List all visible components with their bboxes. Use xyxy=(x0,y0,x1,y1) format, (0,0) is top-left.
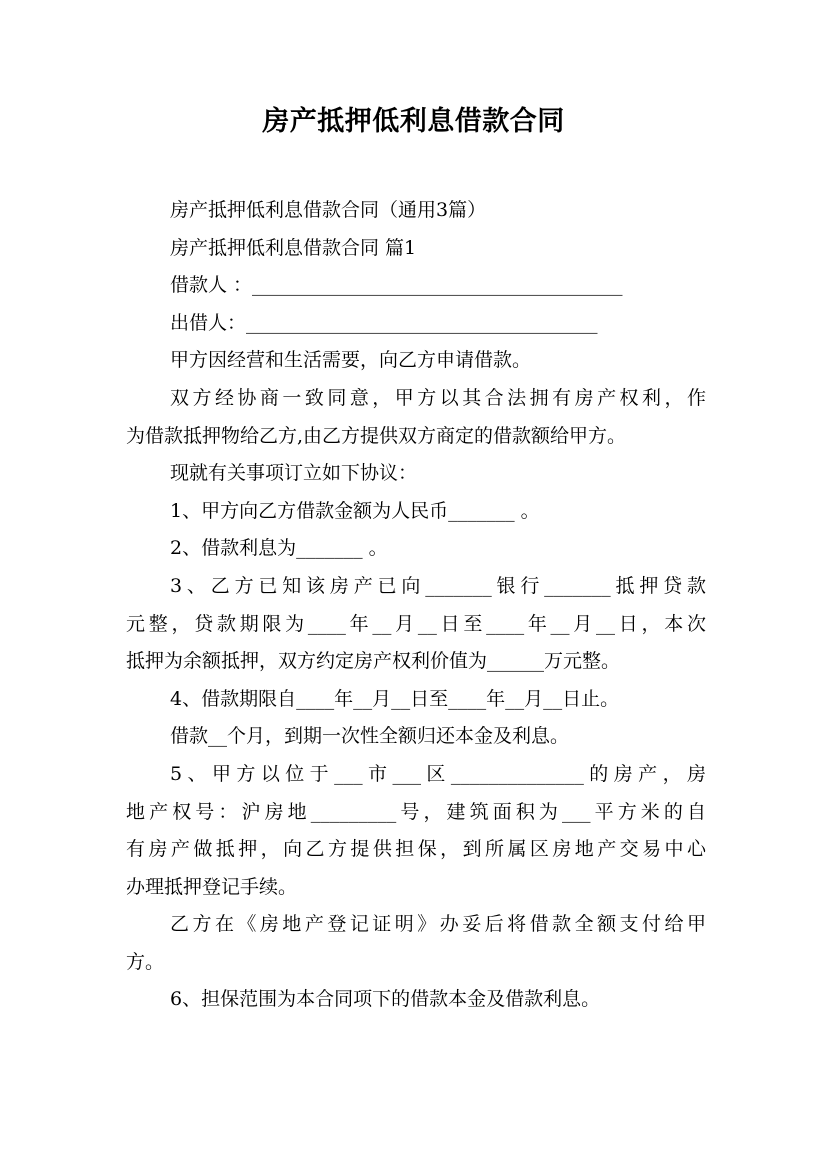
clause-item: 1、甲方向乙方借款金额为人民币_______ 。 xyxy=(170,499,540,522)
paragraph-line: 乙方在《房地产登记证明》办妥后将借款全额支付给甲 xyxy=(170,913,706,936)
clause-line: 有房产做抵押，向乙方提供担保，到所属区房地产交易中心 xyxy=(126,838,706,861)
clause-item: 2、借款利息为_______ 。 xyxy=(170,537,388,560)
borrower-line: 借款人 ：_______________________________________ xyxy=(170,274,623,297)
clause-line: 元整，贷款期限为____年__月__日至____年__月__日，本次 xyxy=(126,612,706,635)
clause-line: 办理抵押登记手续。 xyxy=(126,875,298,898)
paragraph: 现就有关事项订立如下协议： xyxy=(170,462,418,485)
document-title: 房产抵押低利息借款合同 xyxy=(262,106,565,137)
clause-line: 抵押为余额抵押，双方约定房产权利价值为______万元整。 xyxy=(126,650,621,673)
clause-line: 地产权号：沪房地_________号，建筑面积为___平方米的自 xyxy=(126,800,706,823)
lender-line: 出借人：_____________________________________ xyxy=(170,311,598,334)
contract-heading: 房产抵押低利息借款合同（通用3篇） xyxy=(170,199,487,221)
clause-item: 6、担保范围为本合同项下的借款本金及借款利息。 xyxy=(170,988,601,1011)
clause-line: 5、甲方以位于___市___区______________的房产，房 xyxy=(170,762,706,785)
chapter-heading: 房产抵押低利息借款合同 篇1 xyxy=(170,236,417,259)
clause-line: 3、乙方已知该房产已向_______银行_______抵押贷款 xyxy=(170,574,706,597)
paragraph-line: 双方经协商一致同意，甲方以其合法拥有房产权利，作 xyxy=(170,386,706,409)
document-body xyxy=(126,192,706,1019)
paragraph-line: 为借款抵押物给乙方,由乙方提供双方商定的借款额给甲方。 xyxy=(126,424,627,447)
clause-item: 4、借款期限自____年__月__日至____年__月__日止。 xyxy=(170,687,620,710)
clause-item: 借款__个月，到期一次性全额归还本金及利息。 xyxy=(170,725,570,748)
paragraph: 甲方因经营和生活需要，向乙方申请借款。 xyxy=(170,349,532,372)
paragraph-line: 方。 xyxy=(126,950,165,973)
